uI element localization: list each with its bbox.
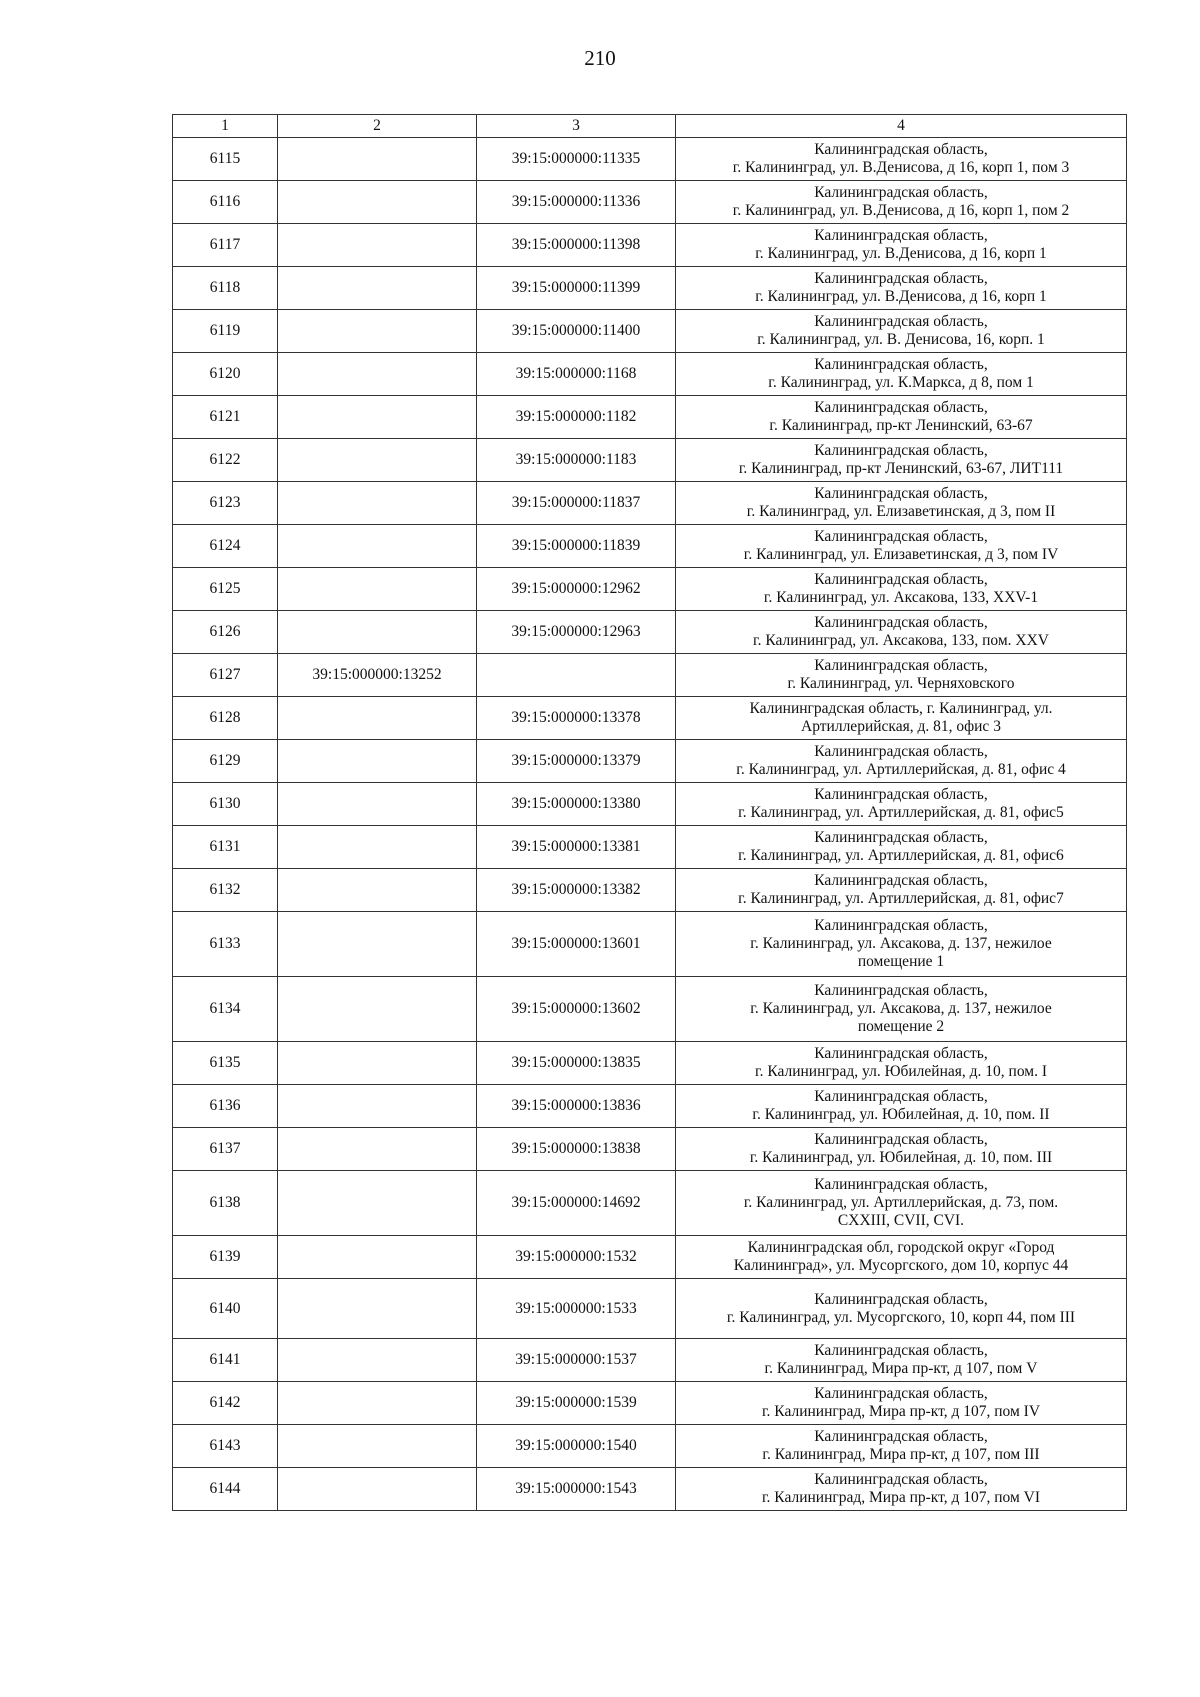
table-row <box>173 611 1127 654</box>
address-cell: Калининградская область, г. Калининград, ул. Елизаветинская, д 3, пом II <box>676 482 1127 525</box>
column-2-cell <box>278 740 477 783</box>
address-cell: Калининградская область, г. Калининград, пр-кт Ленинский, 63-67, ЛИТ111 <box>676 439 1127 482</box>
address-cell: Калининградская область, г. Калининград, ул. Юбилейная, д. 10, пом. II <box>676 1085 1127 1128</box>
table-row <box>173 826 1127 869</box>
address-cell: Калининградская область, г. Калининград, ул. Аксакова, 133, пом. XXV <box>676 611 1127 654</box>
row-number-cell: 6134 <box>173 977 278 1042</box>
column-2-cell <box>278 439 477 482</box>
address-cell: Калининградская область, г. Калининград, ул. Аксакова, д. 137, нежилое помещение 1 <box>676 912 1127 977</box>
column-2-cell: 39:15:000000:13252 <box>278 654 477 697</box>
address-cell: Калининградская область, г. Калининград, ул. Юбилейная, д. 10, пом. I <box>676 1042 1127 1085</box>
row-number-cell: 6127 <box>173 654 278 697</box>
cadastral-number-cell: 39:15:000000:1168 <box>477 353 676 396</box>
address-cell: Калининградская область, г. Калининград, ул. Артиллерийская, д. 81, офис7 <box>676 869 1127 912</box>
row-number-cell: 6139 <box>173 1236 278 1279</box>
address-cell: Калининградская область, г. Калининград, ул. Мусоргского, 10, корп 44, пом III <box>676 1279 1127 1339</box>
cadastral-number-cell: 39:15:000000:12962 <box>477 568 676 611</box>
column-2-cell <box>278 1128 477 1171</box>
column-2-cell <box>278 912 477 977</box>
cadastral-number-cell: 39:15:000000:11398 <box>477 224 676 267</box>
cadastral-number-cell: 39:15:000000:11839 <box>477 525 676 568</box>
row-number-cell: 6121 <box>173 396 278 439</box>
column-2-cell <box>278 310 477 353</box>
row-number-cell: 6142 <box>173 1382 278 1425</box>
table-row <box>173 1085 1127 1128</box>
row-number-cell: 6123 <box>173 482 278 525</box>
row-number-cell: 6132 <box>173 869 278 912</box>
column-2-cell <box>278 1085 477 1128</box>
page-number: 210 <box>584 46 616 70</box>
address-cell: Калининградская область, г. Калининград, ул. Аксакова, д. 137, нежилое помещение 2 <box>676 977 1127 1042</box>
cadastral-number-cell: 39:15:000000:1183 <box>477 439 676 482</box>
column-2-cell <box>278 697 477 740</box>
row-number-cell: 6137 <box>173 1128 278 1171</box>
table-row <box>173 138 1127 181</box>
column-2-cell <box>278 224 477 267</box>
cadastral-number-cell: 39:15:000000:1533 <box>477 1279 676 1339</box>
address-cell: Калининградская область, г. Калининград, ул. Артиллерийская, д. 81, офис5 <box>676 783 1127 826</box>
table-row <box>173 267 1127 310</box>
address-cell: Калининградская область, г. Калининград, ул. Артиллерийская, д. 81, офис 4 <box>676 740 1127 783</box>
cadastral-number-cell: 39:15:000000:13838 <box>477 1128 676 1171</box>
table-row <box>173 1236 1127 1279</box>
row-number-cell: 6119 <box>173 310 278 353</box>
table-row <box>173 525 1127 568</box>
header-cell: 1 <box>173 115 278 138</box>
table-row <box>173 1279 1127 1339</box>
table-row <box>173 977 1127 1042</box>
address-cell: Калининградская область, г. Калининград, ул. Артиллерийская, д. 81, офис6 <box>676 826 1127 869</box>
table-row <box>173 353 1127 396</box>
row-number-cell: 6133 <box>173 912 278 977</box>
cadastral-number-cell: 39:15:000000:11335 <box>477 138 676 181</box>
row-number-cell: 6141 <box>173 1339 278 1382</box>
column-2-cell <box>278 1171 477 1236</box>
address-cell: Калининградская область, г. Калининград, ул. Юбилейная, д. 10, пом. III <box>676 1128 1127 1171</box>
column-2-cell <box>278 482 477 525</box>
address-cell: Калининградская область, г. Калининград, ул. В. Денисова, 16, корп. 1 <box>676 310 1127 353</box>
cadastral-number-cell <box>477 654 676 697</box>
row-number-cell: 6117 <box>173 224 278 267</box>
table-row <box>173 396 1127 439</box>
table-row <box>173 697 1127 740</box>
cadastral-number-cell: 39:15:000000:12963 <box>477 611 676 654</box>
address-cell: Калининградская область, г. Калининград, ул. В.Денисова, д 16, корп 1 <box>676 267 1127 310</box>
row-number-cell: 6120 <box>173 353 278 396</box>
row-number-cell: 6128 <box>173 697 278 740</box>
cadastral-number-cell: 39:15:000000:1539 <box>477 1382 676 1425</box>
cadastral-number-cell: 39:15:000000:1532 <box>477 1236 676 1279</box>
column-2-cell <box>278 353 477 396</box>
row-number-cell: 6118 <box>173 267 278 310</box>
column-2-cell <box>278 396 477 439</box>
address-cell: Калининградская область, г. Калининград, ул. В.Денисова, д 16, корп 1 <box>676 224 1127 267</box>
column-2-cell <box>278 826 477 869</box>
cadastral-number-cell: 39:15:000000:13601 <box>477 912 676 977</box>
address-cell: Калининградская область, г. Калининград, Мира пр-кт, д 107, пом III <box>676 1425 1127 1468</box>
cadastral-number-cell: 39:15:000000:1182 <box>477 396 676 439</box>
row-number-cell: 6144 <box>173 1468 278 1511</box>
table-row <box>173 1042 1127 1085</box>
row-number-cell: 6136 <box>173 1085 278 1128</box>
header-cell: 3 <box>477 115 676 138</box>
address-cell: Калининградская область, г. Калининград, пр-кт Ленинский, 63-67 <box>676 396 1127 439</box>
column-2-cell <box>278 568 477 611</box>
table-row <box>173 482 1127 525</box>
address-cell: Калининградская область, г. Калининград, ул. Елизаветинская, д 3, пом IV <box>676 525 1127 568</box>
address-cell: Калининградская область, г. Калининград, ул. Артиллерийская, д. 73, пом. CXXIII, CVII, CVI. <box>676 1171 1127 1236</box>
column-2-cell <box>278 783 477 826</box>
column-2-cell <box>278 138 477 181</box>
table-row <box>173 1382 1127 1425</box>
cadastral-number-cell: 39:15:000000:13380 <box>477 783 676 826</box>
table-row <box>173 1468 1127 1511</box>
column-2-cell <box>278 1042 477 1085</box>
column-2-cell <box>278 977 477 1042</box>
row-number-cell: 6138 <box>173 1171 278 1236</box>
cadastral-number-cell: 39:15:000000:13836 <box>477 1085 676 1128</box>
row-number-cell: 6124 <box>173 525 278 568</box>
table-row <box>173 654 1127 697</box>
column-2-cell <box>278 611 477 654</box>
column-2-cell <box>278 1279 477 1339</box>
row-number-cell: 6143 <box>173 1425 278 1468</box>
row-number-cell: 6130 <box>173 783 278 826</box>
table-row <box>173 869 1127 912</box>
cadastral-number-cell: 39:15:000000:13835 <box>477 1042 676 1085</box>
column-2-cell <box>278 1425 477 1468</box>
address-cell: Калининградская область, г. Калининград, ул. В.Денисова, д 16, корп 1, пом 2 <box>676 181 1127 224</box>
address-cell: Калининградская обл, городской округ «Город Калининград», ул. Мусоргского, дом 10, корпус 44 <box>676 1236 1127 1279</box>
cadastral-number-cell: 39:15:000000:13378 <box>477 697 676 740</box>
cadastral-number-cell: 39:15:000000:13379 <box>477 740 676 783</box>
column-2-cell <box>278 267 477 310</box>
cadastral-number-cell: 39:15:000000:14692 <box>477 1171 676 1236</box>
table-row <box>173 1425 1127 1468</box>
row-number-cell: 6126 <box>173 611 278 654</box>
table-row <box>173 1128 1127 1171</box>
table-row <box>173 783 1127 826</box>
column-2-cell <box>278 1339 477 1382</box>
row-number-cell: 6140 <box>173 1279 278 1339</box>
cadastral-number-cell: 39:15:000000:13381 <box>477 826 676 869</box>
column-2-cell <box>278 1236 477 1279</box>
cadastral-number-cell: 39:15:000000:1540 <box>477 1425 676 1468</box>
row-number-cell: 6135 <box>173 1042 278 1085</box>
row-number-cell: 6116 <box>173 181 278 224</box>
row-number-cell: 6122 <box>173 439 278 482</box>
address-cell: Калининградская область, г. Калининград, ул. Черняховского <box>676 654 1127 697</box>
cadastral-number-cell: 39:15:000000:1543 <box>477 1468 676 1511</box>
table-row <box>173 740 1127 783</box>
row-number-cell: 6125 <box>173 568 278 611</box>
address-cell: Калининградская область, г. Калининград, ул. Аксакова, 133, XXV-1 <box>676 568 1127 611</box>
table-row <box>173 310 1127 353</box>
cadastral-number-cell: 39:15:000000:11837 <box>477 482 676 525</box>
address-cell: Калининградская область, г. Калининград, ул. В.Денисова, д 16, корп 1, пом 3 <box>676 138 1127 181</box>
registry-table <box>172 114 1127 1511</box>
table-row <box>173 181 1127 224</box>
cadastral-number-cell: 39:15:000000:13382 <box>477 869 676 912</box>
column-2-cell <box>278 181 477 224</box>
row-number-cell: 6115 <box>173 138 278 181</box>
table-row <box>173 568 1127 611</box>
table-row <box>173 224 1127 267</box>
cadastral-number-cell: 39:15:000000:11336 <box>477 181 676 224</box>
address-cell: Калининградская область, г. Калининград, ул. К.Маркса, д 8, пом 1 <box>676 353 1127 396</box>
address-cell: Калининградская область, г. Калининград, Мира пр-кт, д 107, пом IV <box>676 1382 1127 1425</box>
table-row <box>173 1171 1127 1236</box>
column-2-cell <box>278 1382 477 1425</box>
cadastral-number-cell: 39:15:000000:11400 <box>477 310 676 353</box>
cadastral-number-cell: 39:15:000000:13602 <box>477 977 676 1042</box>
header-row <box>173 115 1127 138</box>
row-number-cell: 6129 <box>173 740 278 783</box>
header-cell: 2 <box>278 115 477 138</box>
cadastral-number-cell: 39:15:000000:1537 <box>477 1339 676 1382</box>
table-row <box>173 439 1127 482</box>
row-number-cell: 6131 <box>173 826 278 869</box>
column-2-cell <box>278 525 477 568</box>
address-cell: Калининградская область, г. Калининград, Мира пр-кт, д 107, пом V <box>676 1339 1127 1382</box>
address-cell: Калининградская область, г. Калининград, ул. Артиллерийская, д. 81, офис 3 <box>676 697 1127 740</box>
address-cell: Калининградская область, г. Калининград, Мира пр-кт, д 107, пом VI <box>676 1468 1127 1511</box>
column-2-cell <box>278 869 477 912</box>
table-row <box>173 912 1127 977</box>
column-2-cell <box>278 1468 477 1511</box>
table-row <box>173 1339 1127 1382</box>
header-cell: 4 <box>676 115 1127 138</box>
cadastral-number-cell: 39:15:000000:11399 <box>477 267 676 310</box>
